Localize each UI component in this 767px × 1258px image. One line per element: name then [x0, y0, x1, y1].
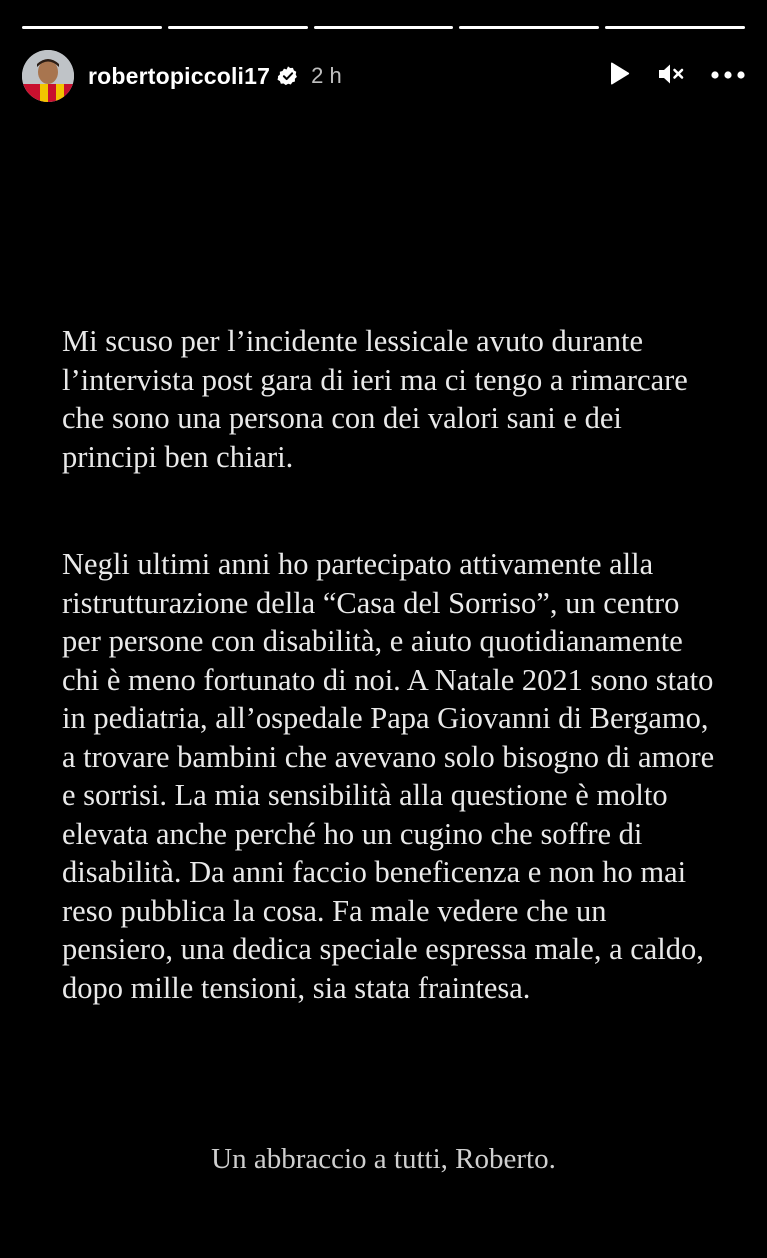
story-progress-segment: [314, 26, 454, 29]
story-paragraph-apology: Mi scuso per l’incidente lessicale avuto durante l’intervista post gara di ieri ma ci tengo a rimarcare che sono una persona con dei valori sani e dei principi ben chiari.: [62, 324, 688, 474]
username[interactable]: robertopiccoli17: [88, 62, 271, 89]
story-progress-segment: [459, 26, 599, 29]
avatar[interactable]: [22, 50, 74, 102]
play-icon[interactable]: [607, 61, 631, 92]
more-options-icon[interactable]: [711, 67, 745, 85]
story-header: [22, 48, 745, 104]
story-paragraph-charity: Negli ultimi anni ho partecipato attivamente alla ristrutturazione della “Casa del Sorriso”, un centro per persone con disabilità, e aiuto quotidianamente chi è meno fortunato di noi. A Natale 2021 sono stato in pediatria, all’ospedale Papa Giovanni di Bergamo, a trovare bambini che avevano solo bisogno di amore e sorrisi. La mia sensibilità alla questione è molto elevata anche perché ho un cugino che soffre di disabilità. Da anni faccio beneficenza e non ho mai reso pubblica la cosa. Fa male vedere che un pensiero, una dedica speciale espressa male, a caldo, dopo mille tensioni, sia stata fraintesa.: [62, 547, 715, 1005]
story-timestamp: 2 h: [311, 63, 342, 88]
story-progress-segment: [22, 26, 162, 29]
story-progress-segment: [168, 26, 308, 29]
verified-badge-icon: [277, 65, 299, 87]
story-signature: Un abbraccio a tutti, Roberto.: [211, 1143, 556, 1175]
story-controls: [607, 61, 745, 92]
story-progress-bar: [22, 26, 745, 29]
muted-speaker-icon[interactable]: [657, 61, 685, 92]
story-progress-segment: [605, 26, 745, 29]
